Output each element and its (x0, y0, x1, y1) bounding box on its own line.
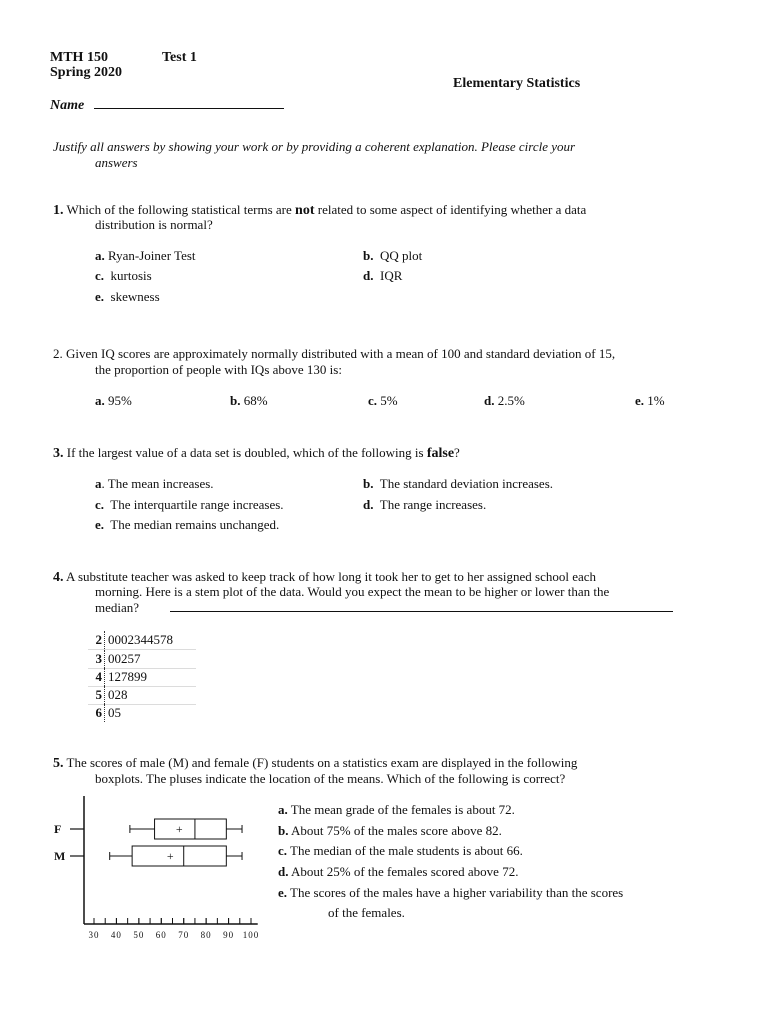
q5-option-e[interactable]: e. The scores of the males have a higher variability than the scores (278, 885, 624, 900)
question-1-emph: not (295, 203, 315, 218)
question-2-text: Given IQ scores are approximately normally distributed with a mean of 100 and standard deviation of 15, (66, 346, 616, 361)
category-label: M (54, 849, 66, 863)
question-4-number: 4. (53, 570, 64, 585)
q2-option-b[interactable]: b. 68% (230, 393, 268, 408)
question-5-text: The scores of male (M) and female (F) students on a statistics exam are displayed in the following (66, 755, 578, 770)
question-4-line2: morning. Here is a stem plot of the data. Would you expect the mean to be higher or lower than the (95, 584, 610, 599)
q3-option-d[interactable]: d. The range increases. (363, 497, 487, 512)
question-2-line2: the proportion of people with IQs above 130 is: (95, 362, 342, 377)
term: Spring 2020 (50, 65, 122, 80)
x-tick-label: 40 (110, 930, 122, 940)
question-4-text: A substitute teacher was asked to keep track of how long it took her to get to her assigned school each (66, 569, 597, 584)
q2-option-d[interactable]: d. 2.5% (484, 393, 525, 408)
x-tick-label: 50 (133, 930, 145, 940)
q5-option-c[interactable]: c. The median of the male students is about 66. (278, 843, 523, 858)
name-field (50, 96, 284, 114)
q3-option-e[interactable]: e. The median remains unchanged. (95, 517, 280, 532)
question-3-emph: false (426, 446, 455, 461)
stem-row: 6 05 (88, 704, 196, 722)
subject-title: Elementary Statistics (453, 76, 581, 91)
q1-option-a[interactable]: a. Ryan-Joiner Test (95, 248, 196, 263)
q1-option-e[interactable]: e. skewness (95, 289, 160, 304)
question-5-line2: boxplots. The pluses indicate the location of the means. Which of the following is correct? (95, 771, 566, 786)
question-2-line1 (53, 346, 615, 362)
name-blank (94, 96, 284, 109)
q3-option-c[interactable]: c. The interquartile range increases. (95, 497, 284, 512)
x-tick-label: 90 (223, 930, 235, 940)
question-3-number: 3. (53, 446, 64, 461)
boxplot-chart (45, 790, 270, 950)
question-3-post: ? (454, 445, 460, 460)
x-tick-label: 70 (178, 930, 190, 940)
mean-marker: + (175, 822, 183, 836)
x-tick-label: 60 (155, 930, 167, 940)
stem-row: 3 00257 (88, 650, 196, 669)
instructions-line1: Justify all answers by showing your work or by providing a coherent explanation. Please circle your (53, 139, 576, 154)
q2-option-a[interactable]: a. 95% (95, 393, 132, 408)
q2-option-c[interactable]: c. 5% (368, 393, 398, 408)
question-1-post: related to some aspect of identifying whether a data (317, 202, 587, 217)
question-3-pre: If the largest value of a data set is doubled, which of the following is (66, 445, 424, 460)
question-5-line1 (53, 755, 577, 772)
question-1-pre: Which of the following statistical terms are (66, 202, 292, 217)
box-iqr (155, 819, 227, 839)
question-3-line1 (53, 445, 460, 462)
question-1-number: 1. (53, 203, 64, 218)
q1-option-c[interactable]: c. kurtosis (95, 268, 152, 283)
instructions-line2: answers (95, 155, 138, 170)
mean-marker: + (166, 849, 174, 863)
q3-option-a[interactable]: a. The mean increases. (95, 476, 214, 491)
q5-option-d[interactable]: d. About 25% of the females scored above 72. (278, 864, 519, 879)
q3-option-b[interactable]: b. The standard deviation increases. (363, 476, 554, 491)
stem-row: 5 028 (88, 686, 196, 705)
q1-option-b[interactable]: b. QQ plot (363, 248, 423, 263)
box-iqr (132, 846, 226, 866)
q5-option-a[interactable]: a. The mean grade of the females is about 72. (278, 802, 515, 817)
course-code: MTH 150 (50, 50, 108, 65)
stem-row: 2 0002344578 (88, 631, 196, 650)
q5-option-b[interactable]: b. About 75% of the males score above 82. (278, 823, 502, 838)
x-tick-label: 80 (200, 930, 212, 940)
stem-row: 4 127899 (88, 668, 196, 687)
name-label: Name (50, 98, 85, 113)
answer-blank[interactable] (170, 601, 673, 612)
q2-option-e[interactable]: e. 1% (635, 393, 665, 408)
q5-option-e-cont: of the females. (328, 905, 405, 920)
question-4-line3: median? (95, 600, 140, 615)
category-label: F (54, 822, 62, 836)
question-1-line2: distribution is normal? (95, 217, 213, 232)
question-5-number: 5. (53, 756, 64, 771)
q1-option-d[interactable]: d. IQR (363, 268, 403, 283)
x-tick-label: 100 (242, 930, 260, 940)
question-2-number: 2. (53, 346, 63, 361)
x-tick-label: 30 (88, 930, 100, 940)
test-title: Test 1 (162, 50, 197, 65)
